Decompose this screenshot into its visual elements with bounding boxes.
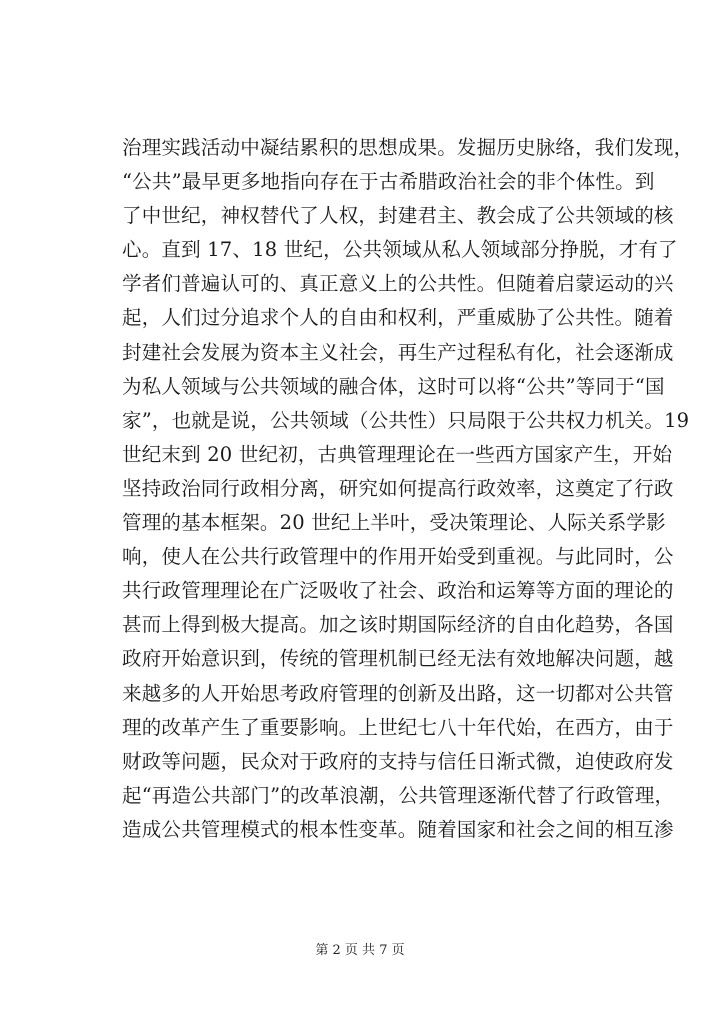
paragraph-line: 政府开始意识到，传统的管理机制已经无法有效地解决问题，越 [122, 647, 674, 671]
paragraph-line: 了中世纪，神权替代了人权，封建君主、教会成了公共领域的核 [122, 204, 674, 228]
paragraph-line: 封建社会发展为资本主义社会，再生产过程私有化，社会逐渐成 [122, 340, 674, 364]
paragraph-line: 起“再造公共部门”的改革浪潮，公共管理逐渐代替了行政管理， [122, 783, 675, 807]
paragraph-line: 为私人领域与公共领域的融合体，这时可以将“公共”等同于“国 [122, 374, 665, 398]
page-footer: 第 2 页 共 7 页 [315, 943, 405, 958]
paragraph-line: 来越多的人开始思考政府管理的创新及出路，这一切都对公共管 [122, 681, 674, 705]
body-text [122, 131, 694, 847]
paragraph-line: 甚而上得到极大提高。加之该时期国际经济的自由化趋势，各国 [122, 613, 674, 637]
paragraph-line: 财政等问题，民众对于政府的支持与信任日渐式微，迫使政府发 [122, 749, 674, 773]
paragraph-line: 响，使人在公共行政管理中的作用开始受到重视。与此同时，公 [122, 545, 674, 569]
paragraph-line: “公共”最早更多地指向存在于古希腊政治社会的非个体性。到 [122, 170, 655, 194]
paragraph-line: 心。直到 17、18 世纪，公共领域从私人领域部分挣脱，才有了 [122, 238, 678, 262]
paragraph-line: 起，人们过分追求个人的自由和权利，严重威胁了公共性。随着 [122, 306, 674, 330]
paragraph-line: 坚持政治同行政相分离，研究如何提高行政效率，这奠定了行政 [122, 476, 674, 500]
paragraph-line: 世纪末到 20 世纪初，古典管理理论在一些西方国家产生，开始 [122, 442, 673, 466]
paragraph-line: 理的改革产生了重要影响。上世纪七八十年代始，在西方，由于 [122, 715, 674, 739]
paragraph-line: 造成公共管理模式的根本性变革。随着国家和社会之间的相互渗 [122, 817, 674, 841]
paragraph-line: 管理的基本框架。20 世纪上半叶，受决策理论、人际关系学影 [122, 511, 666, 535]
paragraph-line: 共行政管理理论在广泛吸收了社会、政治和运筹等方面的理论的 [122, 579, 674, 603]
paragraph-line: 学者们普遍认可的、真正意义上的公共性。但随着启蒙运动的兴 [122, 272, 674, 296]
paragraph-line: 治理实践活动中凝结累积的思想成果。发掘历史脉络，我们发现， [122, 136, 694, 159]
paragraph-line: 家”，也就是说，公共领域（公共性）只局限于公共权力机关。19 [122, 408, 690, 432]
